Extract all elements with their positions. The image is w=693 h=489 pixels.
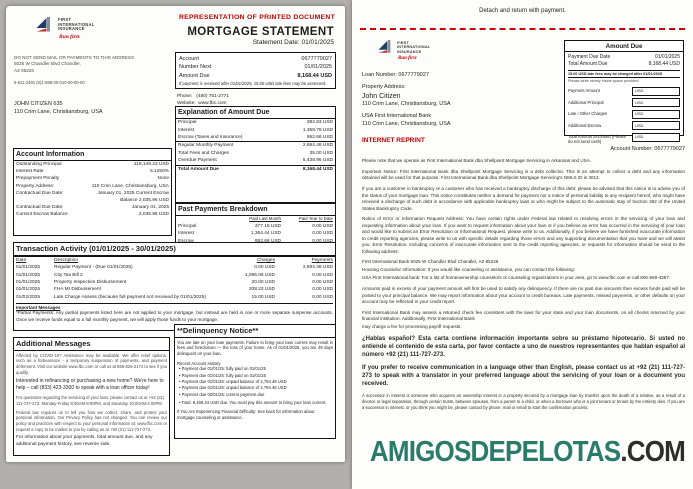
- late-other-charges-input[interactable]: USD: [632, 110, 680, 119]
- privacy-policy-note: Federal law requires us to tell you how we collect, share, and protect your personal information. Our Privacy Policy has not changed. You can review our policy and practices with respect to your personal information at: www.fbc.com or request a copy to be mailed to you by calling us at +92 (21) 111-727-273.: [16, 409, 167, 432]
- returned-check-fee-note: First International Bank may assess a returned check fee consistent with the laws for your state and your loan documents, on all checks returned by your financial institution. Additionally, First International Bank: [362, 310, 685, 322]
- transaction-activity-section: [13, 242, 336, 331]
- explanation-of-amount-due-section: [175, 106, 336, 203]
- row-label: Payment Due Date: [568, 53, 611, 60]
- table-row: [14, 161, 171, 168]
- col-paid-year-to-date: Paid Year to Date: [298, 216, 333, 222]
- col-payments: Payments: [311, 257, 333, 263]
- txn-description: City Tax Bill 2: [54, 272, 83, 278]
- table-row: [14, 211, 171, 218]
- row-label: Total Amount Due: [178, 166, 219, 172]
- additional-escrow-row: [568, 121, 680, 130]
- account-label: Account: [179, 56, 199, 62]
- late-other-charges-row: [568, 110, 680, 119]
- important-notice: Important Notice: First International Bank dba Shellpoint Mortgage Servicing is a debt collector. This is an attempt to collect a debt and any information obtained will be used for that purpose. First International Bank dba Shellpoint Mortgage Servicing's NMLS ID is 3013.: [362, 168, 685, 181]
- important-messages-body: *Partial Payments: Any partial payments listed here are not applied to your mortgage, but instead are held in one or more separate suspense accounts. Once we receive funds equal to a full monthly payment, we will apply those funds to your mortgage.: [16, 310, 333, 322]
- delinquency-intro: You are late on your loan payments. Failure to bring your loan current may result in fees and foreclosure — the loss of your home. As of 01/01/2025, you are 49 days delinquent on your loan.: [177, 339, 333, 357]
- amount-due-value: 8,168.44 USD: [297, 72, 332, 79]
- late-fee-warning: 15.00 USD late fees may be charged after 01/01/2025: [568, 70, 680, 79]
- explanation-title: Explanation of Amount Due: [176, 107, 335, 119]
- company-tagline: Run first: [398, 56, 417, 61]
- row-label: Property Address:: [16, 183, 55, 189]
- txn-description: FHA MI Disbursement: [54, 287, 101, 293]
- table-row: [14, 204, 171, 211]
- see-reverse-note: For information about your payments, total amount due, and any additional payment history, see reverse side.: [16, 435, 153, 448]
- account-information-title: Account Information: [14, 149, 171, 161]
- row-label: Total Amount Due: [568, 61, 608, 67]
- table-row: [176, 141, 335, 149]
- field-label: Additional Escrow: [568, 122, 602, 128]
- financial-difficulty-note: If You Are Experiencing Financial Difficulty: See back for information about mortgage counseling or assistance.: [177, 409, 315, 420]
- total-enclosed-input[interactable]: USD: [632, 133, 680, 142]
- account-information-section: [13, 148, 172, 236]
- phone-label: Phone:: [177, 94, 193, 99]
- delinquency-notice-section: [174, 324, 336, 439]
- field-label: Additional Principal: [568, 99, 604, 105]
- phone-line: [177, 94, 229, 101]
- row-label: Outstanding Principal: [16, 162, 62, 168]
- table-row: [14, 168, 171, 175]
- txn-payments: 0.00 USD: [312, 272, 333, 278]
- recipient-name: JOHN CITIZEN 635: [14, 101, 63, 107]
- company-name-line: INSURANCE: [58, 26, 85, 32]
- row-value: 35.00 USD: [309, 150, 333, 156]
- recipient-block: [14, 101, 103, 117]
- row-value: 2,694.48 USD: [302, 143, 333, 149]
- operate-as-note: Please note that we operate as First International Bank dba Shellpoint Mortgage Servicing in Arkansas and USA.: [362, 158, 592, 163]
- table-row: [176, 165, 335, 173]
- watermark-tld: .COM: [620, 434, 685, 468]
- txn-description: Late Charge Assess (because full payment not received by 01/01/2025): [54, 294, 206, 300]
- table-row: [176, 134, 335, 141]
- covid-assistance-note: Affected by COVID-19? Assistance may be available. We offer relief options, such as a forbearance - a temporary suspension of payments, and payment deferment. Visit our website www.fbc.com or call us at 866-825-2174 to see if you qualify.: [16, 352, 167, 375]
- table-row: [176, 157, 335, 164]
- list-item: • Payment due 01/01/25: unpaid balance of 2,794.48 USD: [179, 385, 287, 391]
- company-logo-icon: [378, 40, 394, 55]
- txn-payments: 2,694.48 USD: [302, 265, 333, 271]
- transaction-activity-title: Transaction Activity (01/01/2025 - 30/01/2025): [14, 243, 335, 257]
- spanish-notice: ¿Hablas español? Esta carta contiene información importante sobre su préstamo hipotecario. Si usted no entiende el contenido de esta carta, por favor contacte a uno de nuestros representantes que hablan español al número +92 (21) 111-727-273.: [362, 336, 685, 359]
- bank-address: 110 Crim Lane, Christiansburg, USA: [362, 120, 451, 127]
- row-value: 5,438.96 USD: [302, 158, 333, 164]
- row-label: Escrow (Taxes and Insurance): [178, 134, 243, 140]
- row-label: Total Fees and Charges: [178, 150, 229, 156]
- company-logo: [378, 40, 394, 60]
- txn-charges: 15.00 USD: [251, 294, 275, 300]
- company-name-line: FIRST: [397, 41, 409, 45]
- txn-date: 01/02/2025: [16, 294, 41, 300]
- table-row: [16, 286, 333, 293]
- company-name-line: INTERNATIONAL: [58, 21, 95, 27]
- recipient-address: 110 Crim Lane, Christiansburg, USA: [14, 108, 103, 115]
- amount-due-label: Amount Due: [179, 72, 210, 79]
- representation-banner: REPRESENTATION OF PRINTED DOCUMENT: [178, 14, 336, 21]
- bankruptcy-notice: If you are a customer in bankruptcy or a customer who has received a bankruptcy discharge of this debt: please be advised that this notice is to advise you of the status of your mortgage loan. This notice constitutes neither a demand for payment nor a notice of personal liability to any recipient hereof, who might have received a discharge of such debt in accordance with applicable bankruptcy laws or who might be subject to the automatic stay of Section 362 of the United States Bankruptcy Code.: [362, 186, 685, 211]
- statement-date: Statement Date: 01/01/2025: [252, 39, 334, 46]
- delinquency-notice-title: **Delinquency Notice**: [175, 325, 335, 338]
- due-date-label: Number Next: [179, 64, 212, 71]
- col-charges: Charges: [256, 257, 275, 263]
- company-name: [58, 18, 94, 32]
- perforation-line: [360, 28, 685, 30]
- table-row: [176, 127, 335, 134]
- field-label: Late / Other Charges: [568, 111, 608, 117]
- account-number: Account Number: 0677779027: [610, 146, 685, 152]
- row-value: 382.83 USD: [306, 120, 333, 126]
- row-value: 0.00 USD: [312, 231, 333, 237]
- company-logo-icon: [36, 17, 54, 34]
- successor-in-interest-note: A successor in interest is someone who acquires an ownership interest in a property secured by a mortgage loan by transfer upon the death of a relative, as a result of a divorce or legal separation, through certain trusts, between spouses, from a parent to a child, or when a borrower who is a joint tenant or tenant by the entirety dies. If you are a successor in interest, or you think you might be, please contact by phone, mail or email to start the confirmation process.: [362, 392, 685, 410]
- row-label: Principal: [178, 223, 197, 229]
- important-messages-title: Important Messages: [16, 305, 61, 311]
- list-item: • Payment due 02/01/25: current payment due: [179, 391, 265, 397]
- txn-charges: 208.23 USD: [248, 287, 275, 293]
- row-label: Contractual Due Date:: [16, 190, 64, 196]
- row-value: 1,359.79 USD: [302, 127, 333, 133]
- table-row: [176, 150, 335, 157]
- txn-date: 01/01/2025: [16, 272, 41, 278]
- sender-address-line2: AZ 85226: [14, 67, 34, 73]
- detach-instruction: Detach and return with payment.: [479, 8, 566, 14]
- account-summary-row: [179, 55, 332, 63]
- row-label: Interest: [178, 231, 194, 237]
- row-label: Contractual Due Date:: [16, 205, 64, 211]
- table-row: [16, 264, 333, 271]
- payment-due-date-row: [568, 54, 680, 62]
- row-value: 952.66 USD: [306, 134, 333, 140]
- row-value: 1,364.44 USD: [250, 231, 281, 237]
- account-value: 0677779027: [301, 56, 332, 62]
- additional-principal-input[interactable]: USD: [632, 98, 680, 107]
- bank-block: [362, 113, 451, 129]
- txn-payments: 0.00 USD: [312, 294, 333, 300]
- sender-address-line1: 6025 W Chandler Blvd Chandler,: [14, 61, 81, 67]
- additional-messages-title: Additional Messages: [14, 338, 169, 351]
- table-row: [14, 175, 171, 182]
- list-item-total: • Total: 8,168.44 USD due. You must pay this amount to bring your loan current.: [179, 399, 327, 405]
- table-row: [14, 183, 171, 190]
- additional-principal-row: [568, 98, 680, 107]
- website-value: www.fbc.com: [198, 100, 227, 106]
- do-not-send-note: DO NOT SEND MAIL OR PAYMENTS TO THIS ADDRESS: [14, 55, 135, 60]
- total-amount-due-row: [568, 61, 680, 69]
- internet-reprint-label: INTERNET REPRINT: [362, 137, 425, 144]
- due-date-value: 01/01/2025: [304, 64, 332, 71]
- recent-account-history-list: [177, 366, 333, 406]
- row-value: January 01, 2025 Current Escrow Balance 2,035.96 USD: [97, 190, 169, 204]
- row-value: January 01, 2025: [131, 205, 169, 211]
- table-row: [14, 190, 171, 204]
- page-title: MORTGAGE STATEMENT: [187, 26, 334, 38]
- website-label: Website:: [177, 100, 196, 106]
- txn-date: 01/01/2025: [16, 287, 41, 293]
- row-value: 01/01/2025: [654, 53, 680, 60]
- payoff-fee-note: may charge a fee for processing payoff requests.: [362, 324, 462, 330]
- company-name-line: FIRST: [58, 17, 72, 22]
- coupon-page: [352, 0, 693, 489]
- row-value: None: [157, 176, 169, 182]
- total-enclosed-row: [568, 133, 680, 145]
- statement-page: [6, 6, 345, 462]
- row-value: 8,168.44 USD: [648, 61, 680, 67]
- row-value: 2,035.96 USD: [138, 212, 169, 218]
- refinance-offer-note: Interested in refinancing or purchasing a new home? We're here to help – call (833) 423-3300 to speak with a loan officer today!: [16, 378, 164, 392]
- language-preference-notice: If you prefer to receive communication in a language other than English, please contact us at +92 (21) 111-727-273 to speak with a translator in your preferred language about the servicing of your loan or a document you received.: [362, 365, 685, 388]
- error-resolution-notice: Notice of Error or Information Request Address: You have certain rights under Federal law related to resolving errors in the servicing of your loan and requesting information about your loan. If you want to request information about your loan or if you believe an error has occurred in the servicing of your loan and would like to submit an Error Resolution or Informational Request, please write to us. Additionally, if you believe we have furnished inaccurate information to credit reporting agencies, please write to us with specific details regarding those errors and any supporting documentation that you have and we will assist you. Error Resolution, including concerns of inaccurate information sent to the credit reporting agencies, or requests for information should be send to the following address:: [362, 216, 685, 254]
- past-payments-header-row: [176, 216, 335, 223]
- txn-charges: 0.00 USD: [254, 265, 275, 271]
- txn-charges: 20.00 USD: [251, 280, 275, 286]
- txn-description: Property Inspection Disbursement: [54, 280, 127, 286]
- company-name-line: INSURANCE: [397, 49, 422, 54]
- row-value: 0.00 USD: [312, 223, 333, 229]
- list-item: • Payment due 01/01/25: unpaid balance of 2,794.48 USD: [179, 379, 287, 385]
- property-address-value: 110 Crim Lane, Christiansburg, USA: [362, 101, 451, 108]
- row-label: Interest: [178, 127, 194, 133]
- legal-text-block: [362, 158, 685, 415]
- row-label: Prepayment Penalty: [16, 176, 60, 182]
- txn-description: Regular Payment - (Due 01/01/2025): [54, 265, 133, 271]
- txn-date: 01/01/2025: [16, 280, 41, 286]
- company-name: [397, 41, 430, 54]
- phone-value: (480) 751-2771: [196, 94, 230, 99]
- txn-charges: 1,086.06 USD: [244, 272, 275, 278]
- row-value: 5.1250%: [150, 169, 169, 175]
- table-row: [176, 230, 335, 237]
- txn-payments: 0.00 USD: [312, 287, 333, 293]
- field-label: Payment Amount: [568, 88, 600, 94]
- row-label: Regular Monthly Payment: [178, 143, 234, 149]
- amount-due-slip: [564, 40, 684, 145]
- late-fee-note: If payment is received after 01/01/2025, 15.00 USD late fees may be assessed.: [179, 80, 327, 86]
- row-label: Principal: [178, 120, 197, 126]
- return-address-block: [14, 55, 164, 74]
- col-date: Date: [16, 257, 27, 263]
- past-payments-title: Past Payments Breakdown: [176, 204, 335, 216]
- col-description: Description: [54, 257, 78, 263]
- housing-counselor-info: Housing Counselor Information: If you would like counseling or assistance, you can contact the following:: [362, 267, 575, 273]
- row-label: Interest Rate: [16, 169, 44, 175]
- reference-number: 8-611-2481 (0)1-888-00-010-00-00-00: [14, 80, 85, 85]
- company-logo: [36, 17, 54, 39]
- row-label: Overdue Payment: [178, 158, 217, 164]
- watermark: [370, 434, 685, 469]
- property-address-label: Property Address:: [362, 84, 406, 90]
- txn-date: 01/01/2025: [16, 265, 41, 271]
- bank-mailing-address: First International Bank 6025 W Chandler Blvd Chandler, AZ 85226: [362, 259, 499, 265]
- payment-amount-input[interactable]: USD: [632, 87, 680, 96]
- additional-escrow-input[interactable]: USD: [632, 121, 680, 130]
- list-item: • Payment due 01/01/25: fully paid on 01/01/25: [179, 372, 266, 378]
- additional-messages-section: [13, 337, 170, 456]
- table-row: [176, 223, 335, 230]
- account-summary-box: [175, 52, 336, 89]
- watermark-name: AMIGOSDEPELOTAS: [369, 434, 621, 468]
- company-name-line: INTERNATIONAL: [397, 45, 431, 50]
- important-messages: [16, 303, 333, 323]
- row-label: Current Escrow Balance: [16, 212, 68, 218]
- col-paid-last-month: Paid Last Month: [249, 216, 281, 222]
- recent-account-history-title: Recent Account History: [177, 360, 221, 366]
- write-clearly-note: Please write clearly inside space provided: [568, 79, 639, 84]
- bank-name: USA First International Bank: [362, 113, 432, 119]
- table-row: [16, 294, 333, 301]
- row-value: 8,168.44 USD: [302, 166, 333, 172]
- payment-amount-row: [568, 87, 680, 96]
- table-row: [16, 272, 333, 279]
- transaction-header-row: [16, 257, 333, 264]
- counselor-list-note: USA First International bank: For a list of homeownership counselors or counseling organizations in your area, go to www.fbc.com or call 800-569-4287.: [362, 275, 671, 281]
- txn-payments: 0.00 USD: [312, 280, 333, 286]
- account-summary-row: [179, 63, 332, 71]
- row-value: 377.18 USD: [254, 223, 281, 229]
- list-item: • Payment due 01/01/25: fully paid on 01/01/25: [179, 366, 266, 372]
- amount-due-title: Amount Due: [565, 41, 683, 52]
- property-address-block: [362, 84, 451, 109]
- company-tagline: Run first: [59, 34, 80, 40]
- servicing-questions-note: For questions regarding the servicing of your loan, please contact us at +92 (21) 111-727-273. Monday-Friday 8:00AM-9:00PM, and Saturday 10:00AM-2:00PM.: [16, 395, 165, 407]
- borrower-name: John Citizen: [362, 92, 401, 100]
- table-row: [176, 119, 335, 126]
- table-row: [16, 279, 333, 286]
- account-summary-row: [179, 72, 332, 80]
- field-label: Total Amount Enclosed (Please do not send cash): [568, 134, 626, 145]
- row-value: 110 Crim Lane, Christiansburg, USA: [91, 183, 169, 189]
- excess-payments-note: Amounts paid in excess of your payment amount will first be used to satisfy any delinquency. If there are no past due amounts then excess funds paid will be posted to your principal balance. We may report information about your account to credit bureaus. Late payments, missed payments, or other defaults on your account may be reflected in your credit report.: [362, 286, 685, 305]
- loan-number: Loan Number: 0677779027: [362, 72, 429, 78]
- row-value: 118,149.23 USD: [133, 162, 169, 168]
